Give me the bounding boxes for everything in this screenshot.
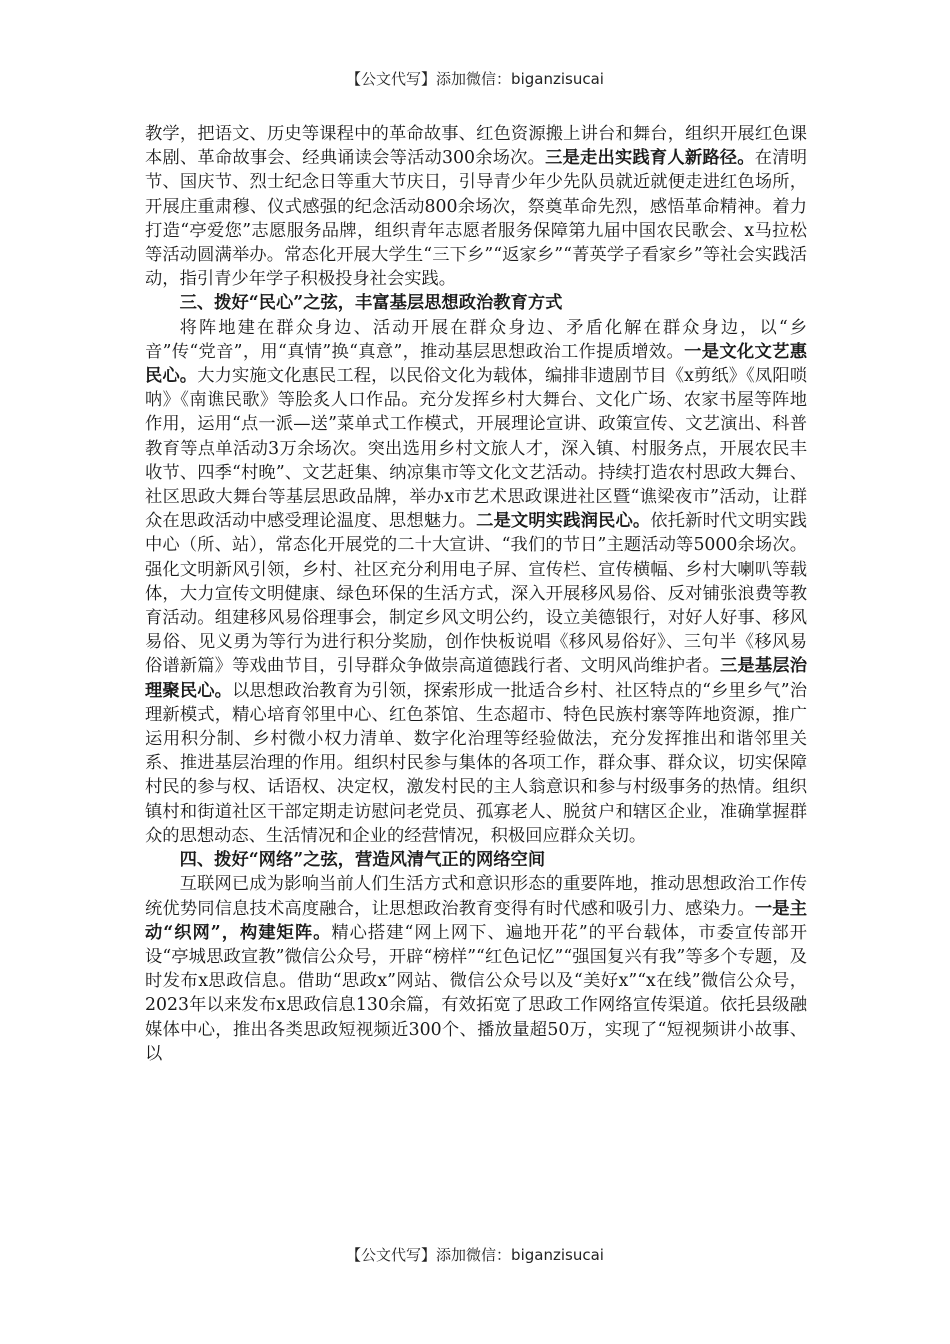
paragraph-section-4 — [145, 872, 807, 1066]
bold-lead: 二是文明实践润民心。 — [476, 511, 651, 532]
paragraph-text: 互联网已成为影响当前人们生活方式和意识形态的重要阵地，推动思想政治工作传统优势同信息技术高度融合，让思想政治教育变得有时代感和吸引力、感染力。 — [145, 874, 807, 919]
paragraph-text: 大力实施文化惠民工程，以民俗文化为载体，编排非遗剧节目《x剪纸》《凤阳唢呐》《南谯民歌》等脍炙人口作品。充分发挥乡村大舞台、文化广场、农家书屋等阵地作用，运用“点一派—送”菜单式工作模式，开展理论宣讲、政策宣传、文艺演出、科普教育等点单活动3万余场次。突出选用乡村文旅人才，深入镇、村服务点，开展农民丰收节、四季“村晚”、文艺赶集、纳凉集市等文化文艺活动。持续打造农村思政大舞台、社区思政大舞台等基层思政品牌，举办x市艺术思政课进社区暨“谯梁夜市”活动，让群众在思政活动中感受理论温度、思想魅力。 — [145, 366, 807, 532]
paragraph-text: 以思想政治教育为引领，探索形成一批适合乡村、社区特点的“乡里乡气”治理新模式，精心培育邻里中心、红色茶馆、生态超市、特色民族村寨等阵地资源，推广运用积分制、乡村微小权力清单、数字化治理等经验做法，充分发挥推出和谐邻里关系、推进基层治理的作用。组织村民参与集体的各项工作，群众事、群众议，切实保障村民的参与权、话语权、决定权，激发村民的主人翁意识和参与村级事务的热情。组织镇村和街道社区干部定期走访慰问老党员、孤寡老人、脱贫户和辖区企业，准确掌握群众的思想动态、生活情况和企业的经营情况，积极回应群众关切。 — [145, 680, 807, 846]
paragraph-section-3 — [145, 316, 807, 848]
document-body — [145, 122, 807, 1066]
paragraph-text: 教学，把语文、历史等课程中的革命故事、红色资源搬上讲台和舞台，组织开展红色课本剧、革命故事会、经典诵读会等活动300余场次。 — [145, 124, 807, 169]
bold-lead: 三是基层治理聚民心。 — [145, 656, 807, 701]
paragraph-text: 精心搭建“网上网下、遍地开花”的平台载体，市委宣传部开设“亭城思政宣教”微信公众号，开辟“榜样”“红色记忆”“强国复兴有我”等多个专题，及时发布x思政信息。借助“思政x”网站、微信公众号以及“美好x”“x在线”微信公众号，2023年以来发布x思政信息130余篇，有效拓宽了思政工作网络宣传渠道。依托县级融媒体中心，推出各类思政短视频近300个、播放量超50万，实现了“短视频讲小故事、以 — [145, 922, 807, 1064]
paragraph-text: 依托新时代文明实践中心（所、站），常态化开展党的二十大宣讲、“我们的节日”主题活动等5000余场次。强化文明新风引领，乡村、社区充分利用电子屏、宣传栏、宣传横幅、乡村大喇叭等载体，大力宣传文明健康、绿色环保的生活方式，深入开展移风易俗、反对铺张浪费等教育活动。组建移风易俗理事会，制定乡风文明公约，设立美德银行，对好人好事、移风易俗、见义勇为等行为进行积分奖励，创作快板说唱《移风易俗好》、三句半《移风易俗谱新篇》等戏曲节目，引导群众争做崇高道德践行者、文明风尚维护者。 — [145, 511, 807, 677]
paragraph-continued — [145, 122, 807, 291]
section-heading-4: 四、拨好“网络”之弦，营造风清气正的网络空间 — [179, 850, 546, 871]
bold-lead: 三是走出实践育人新路径。 — [545, 148, 755, 169]
header-banner: 【公文代写】添加微信：biganzisucai — [346, 70, 604, 88]
section-heading-3: 三、拨好“民心”之弦，丰富基层思想政治教育方式 — [179, 293, 563, 314]
bold-lead: 一是主动“织网”，构建矩阵。 — [145, 898, 807, 943]
paragraph-text: 将阵地建在群众身边、活动开展在群众身边、矛盾化解在群众身边，以“乡音”传“党音”，用“真情”换“真意”，推动基层思想政治工作提质增效。 — [145, 317, 807, 362]
bold-lead: 一是文化文艺惠民心。 — [145, 341, 807, 387]
paragraph-text: 在清明节、国庆节、烈士纪念日等重大节庆日，引导青少年少先队员就近就便走进红色场所，开展庄重肃穆、仪式感强的纪念活动800余场次，祭奠革命先烈，感悟革命精神。着力打造“亭爱您”志愿服务品牌，组织青年志愿者服务保障第九届中国农民歌会、x马拉松等活动圆满举办。常态化开展大学生“三下乡”“返家乡”“菁英学子看家乡”等社会实践活动，指引青少年学子积极投身社会实践。 — [145, 148, 807, 290]
footer-banner: 【公文代写】添加微信：biganzisucai — [346, 1246, 604, 1264]
